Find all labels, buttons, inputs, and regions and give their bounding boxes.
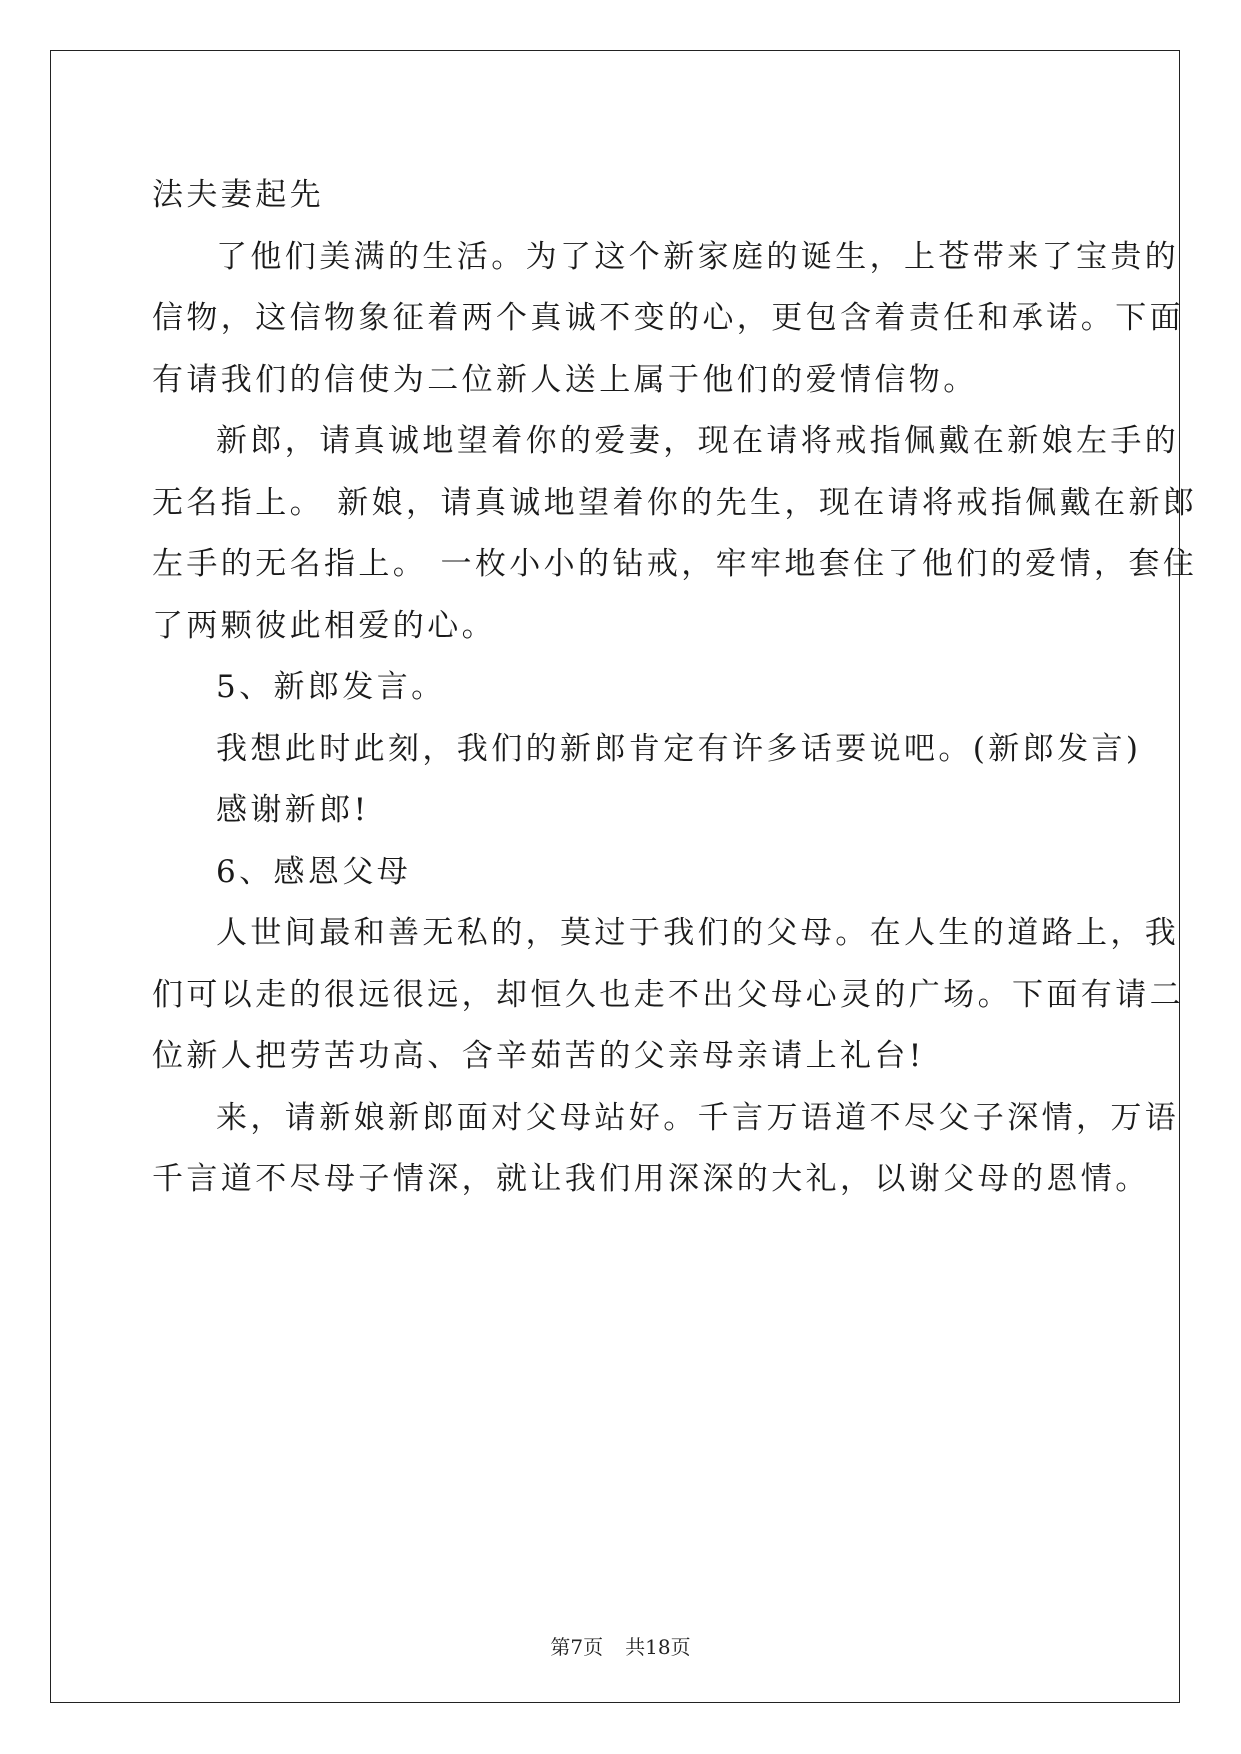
text-line: 们可以走的很远很远，却恒久也走不出父母心灵的广场。下面有请二 [152,976,1184,1013]
text-line: 我想此时此刻，我们的新郎肯定有许多话要说吧。(新郎发言) [216,730,1142,767]
text-line: 有请我们的信使为二位新人送上属于他们的爱情信物。 [152,361,978,398]
text-line: 无名指上。 新娘，请真诚地望着你的先生，现在请将戒指佩戴在新郎 [152,484,1198,521]
text-line: 千言道不尽母子情深，就让我们用深深的大礼，以谢父母的恩情。 [152,1161,1150,1197]
text-line: 左手的无名指上。 一枚小小的钻戒，牢牢地套住了他们的爱情，套住 [152,546,1198,582]
section-heading: 6、感恩父母 [216,853,412,890]
text-line: 信物，这信物象征着两个真诚不变的心，更包含着责任和承诺。下面 [152,300,1184,336]
text-line: 法夫妻起先 [152,177,324,213]
document-body [152,165,1198,1211]
section-heading: 5、新郎发言。 [216,669,446,705]
text-line: 来，请新娘新郎面对父母站好。千言万语道不尽父子深情，万语 [216,1099,1180,1136]
text-line: 了两颗彼此相爱的心。 [152,607,496,644]
text-line: 感谢新郎! [216,792,370,828]
page-total: 共18页 [625,1635,691,1659]
text-line: 新郎，请真诚地望着你的爱妻，现在请将戒指佩戴在新娘左手的 [216,423,1180,459]
page-footer [0,1631,1241,1660]
page-number: 第7页 [550,1635,604,1659]
text-line: 了他们美满的生活。为了这个新家庭的诞生，上苍带来了宝贵的 [216,238,1180,275]
text-line: 人世间最和善无私的，莫过于我们的父母。在人生的道路上，我 [216,915,1180,951]
text-line: 位新人把劳苦功高、含辛茹苦的父亲母亲请上礼台! [152,1038,925,1074]
